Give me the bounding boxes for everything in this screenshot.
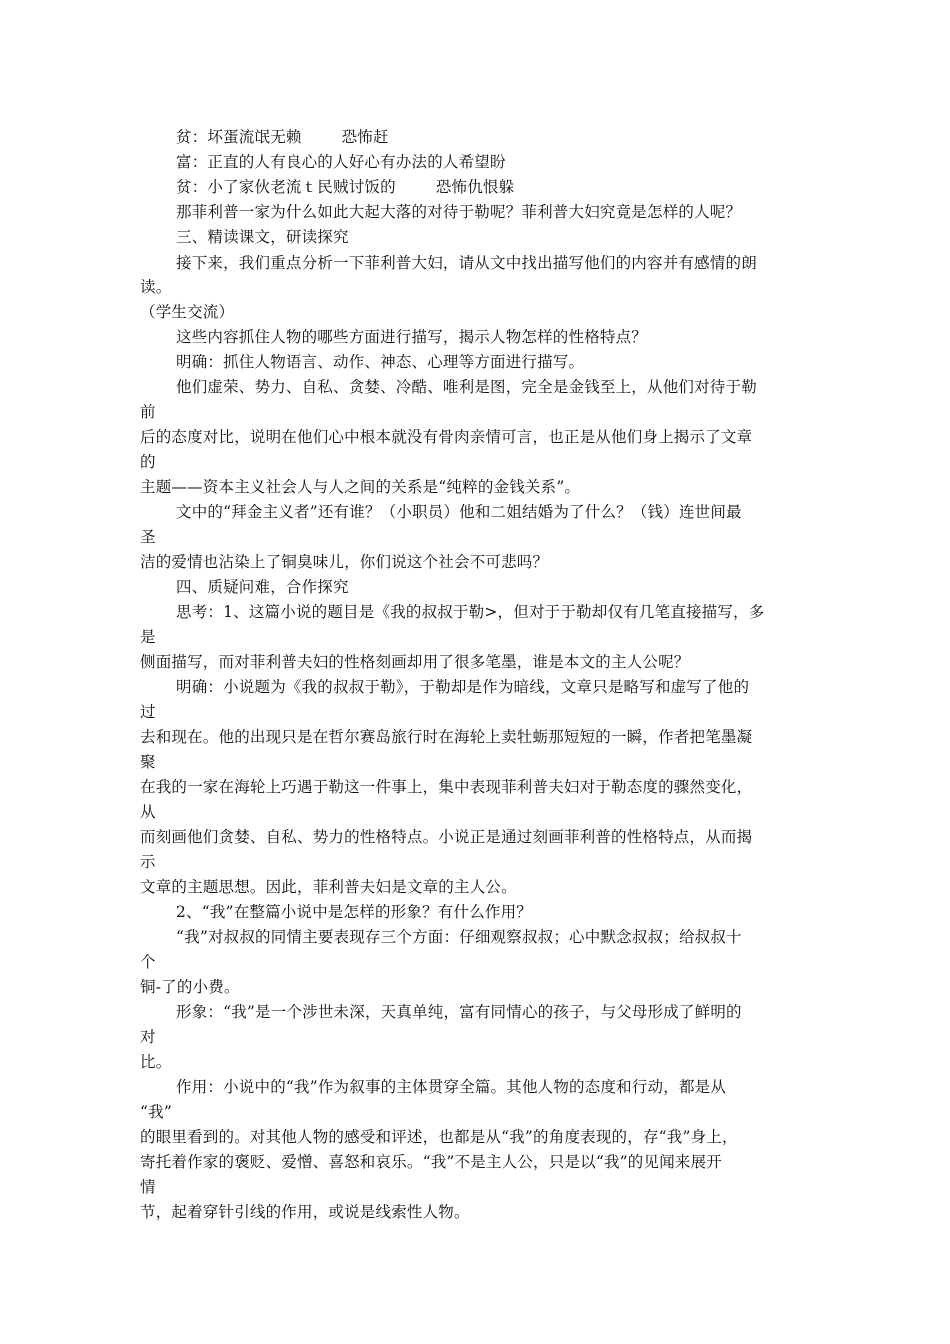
text-line: 寄托着作家的褒贬、爱憎、喜怒和哀乐。“我”不是主人公，只是以“我”的见闻来展开	[140, 1153, 722, 1171]
text-line: 聚	[140, 753, 156, 771]
text-line: 比。	[140, 1053, 172, 1071]
text-line: 对	[140, 1028, 156, 1046]
text-line: 贫：坏蛋流氓无赖 恐怖赶	[176, 128, 389, 146]
text-line: 贫：小了家伙老流ｔ民贼讨饭的 恐怖仇恨躲	[176, 178, 515, 196]
text-line: 后的态度对比，说明在他们心中根本就没有骨肉亲情可言，也正是从他们身上揭示了文章	[140, 428, 753, 446]
section-heading: 三、精读课文，研读探究	[176, 228, 349, 246]
text-line: 节，起着穿针引线的作用，或说是线索性人物。	[140, 1203, 470, 1221]
text-line: 读。	[140, 278, 172, 296]
text-line: 去和现在。他的出现只是在哲尔赛岛旅行时在海轮上卖牡蛎那短短的一瞬，作者把笔墨凝	[140, 728, 753, 746]
text-line: 明确：抓住人物语言、动作、神态、心理等方面进行描写。	[176, 353, 585, 371]
text-line: 的眼里看到的。对其他人物的感受和评述，也都是从“我”的角度表现的，存“我”身上，	[140, 1128, 738, 1146]
text-line: 作用：小说中的“我”作为叙事的主体贯穿全篇。其他人物的态度和行动，都是从	[176, 1078, 727, 1096]
text-line: “我”	[140, 1103, 172, 1121]
text-line: 形象：“我”是一个涉世未深，天真单纯，富有同情心的孩子，与父母形成了鲜明的	[176, 1003, 742, 1021]
text-line: 他们虚荣、势力、自私、贪婪、冷酷、唯利是图，完全是金钱至上，从他们对待于勒	[176, 378, 757, 396]
text-line: 的	[140, 453, 156, 471]
text-line: 主题——资本主义社会人与人之间的关系是“纯粹的金钱关系”。	[140, 478, 581, 496]
text-line: 而刻画他们贪婪、自私、势力的性格特点。小说正是通过刻画菲利普的性格特点，从而揭	[140, 828, 753, 846]
text-line: 过	[140, 703, 156, 721]
text-line: 圣	[140, 528, 156, 546]
text-line: 文中的“拜金主义者”还有谁？（小职员）他和二姐结婚为了什么？（钱）连世间最	[176, 503, 742, 521]
section-heading: 四、质疑问难，合作探究	[176, 578, 349, 596]
text-line: 文章的主题思想。因此，菲利普夫妇是文章的主人公。	[140, 878, 517, 896]
text-line: 侧面描写，而对菲利普夫妇的性格刻画却用了很多笔墨，谁是本文的主人公呢？	[140, 653, 690, 671]
text-line: 那菲利普一家为什么如此大起大落的对待于勒呢？菲利普大妇究竟是怎样的人呢？	[176, 203, 742, 221]
text-line: 铜-了的小费。	[140, 978, 240, 996]
text-line: 明确：小说题为《我的叔叔于勒》，于勒却是作为暗线，文章只是略写和虚写了他的	[176, 678, 750, 696]
text-line: 洁的爱情也沾染上了铜臭味儿，你们说这个社会不可悲吗？	[140, 553, 549, 571]
text-line: 前	[140, 403, 156, 421]
text-line: 这些内容抓住人物的哪些方面进行描写，揭示人物怎样的性格特点？	[176, 328, 648, 346]
text-line: “我”对叔叔的同情主要表现存三个方面：仔细观察叔叔；心中默念叔叔；给叔叔十	[176, 928, 742, 946]
text-line: 在我的一家在海轮上巧遇于勒这一件事上，集中表现菲利普夫妇对于勒态度的骤然变化，	[140, 778, 753, 796]
text-line: 从	[140, 803, 156, 821]
text-line: 思考：1、这篇小说的题目是《我的叔叔于勒>，但对于于勒却仅有几笔直接描写，多	[176, 603, 765, 621]
text-line: 富：正直的人有良心的人好心有办法的人希望盼	[176, 153, 506, 171]
text-line: 情	[140, 1178, 156, 1196]
text-line: 个	[140, 953, 156, 971]
text-line: 2、“我”在整篇小说中是怎样的形象？有什么作用？	[176, 903, 533, 921]
text-line: 是	[140, 628, 156, 646]
text-line: （学生交流）	[140, 303, 235, 321]
text-line: 示	[140, 853, 156, 871]
text-line: 接下来，我们重点分析一下菲利普大妇，请从文中找出描写他们的内容并有感情的朗	[176, 254, 757, 272]
